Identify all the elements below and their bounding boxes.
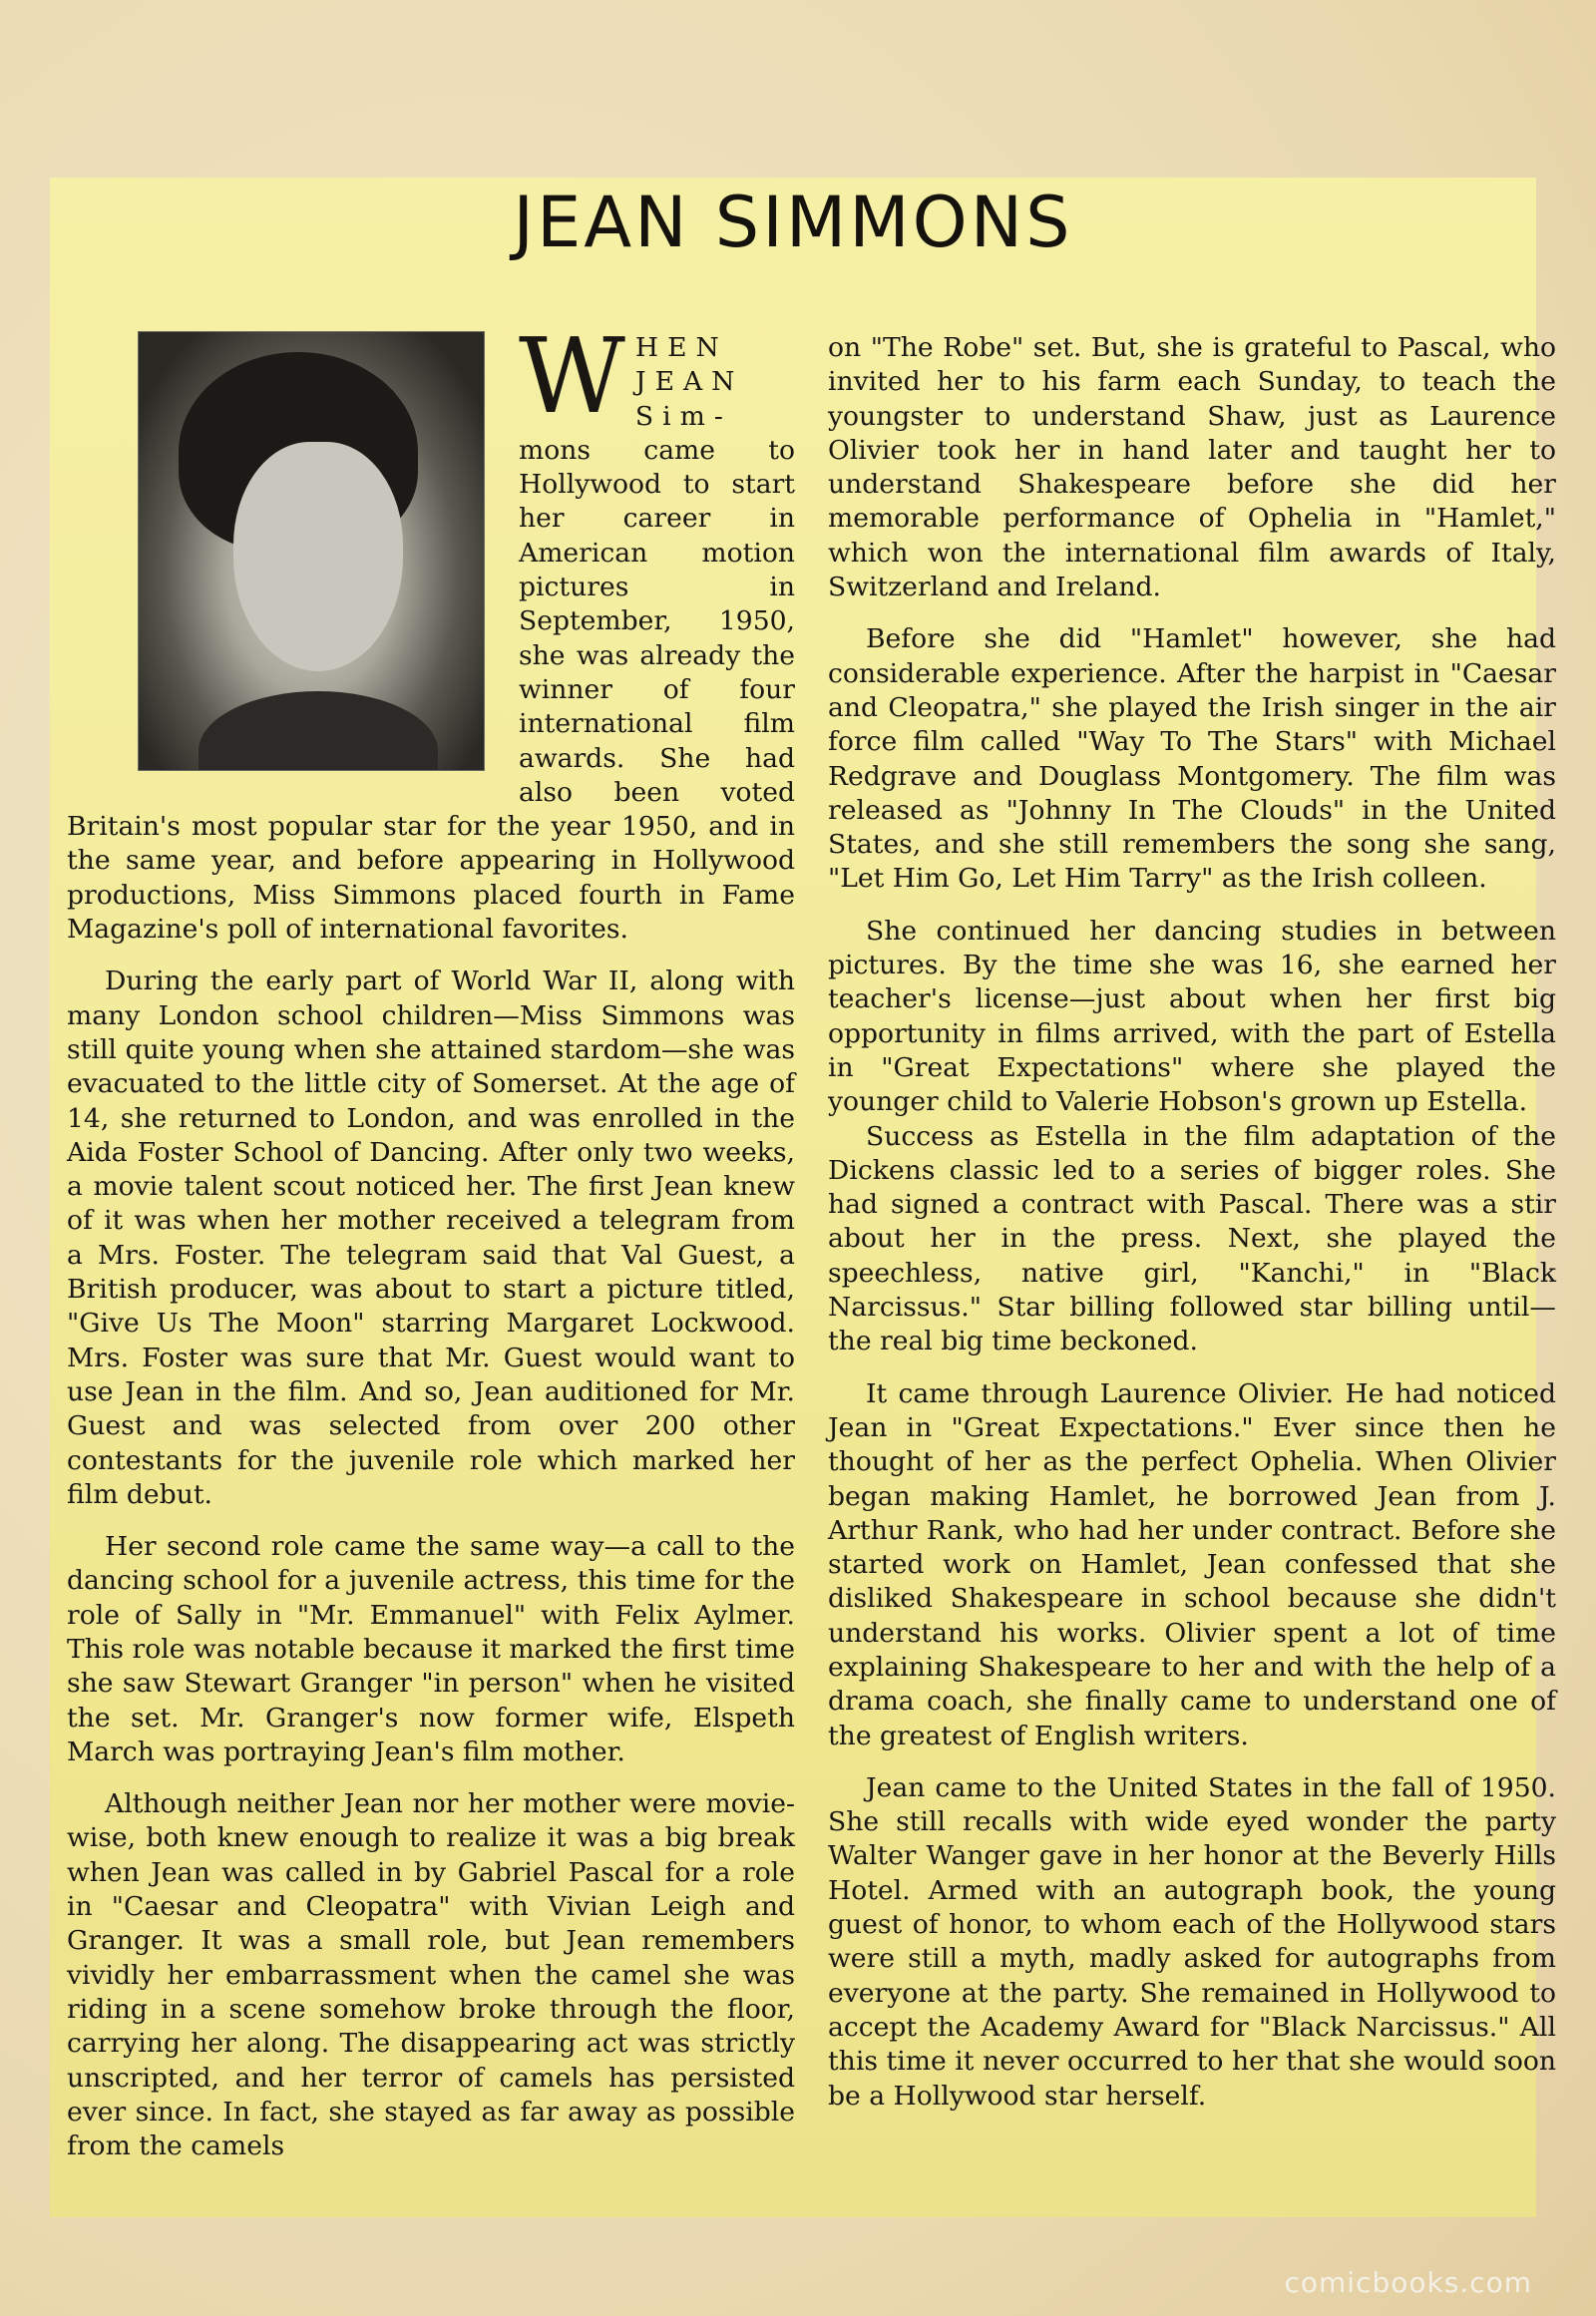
site-watermark: comicbooks.com [1284,2266,1532,2299]
paragraph: She continued her dancing studies in between pictures. By the time she was 16, she earned her teacher's license—just about when her first big opportunity in films arrived, with the part of Estella in "Great Expectations" where she played the younger child to Valerie Hobson's grown up Estella. [828,915,1556,1118]
right-column [828,331,1556,2114]
paragraph: Her second role came the same way—a call to the dancing school for a juvenile actress, this time for the role of Sally in "Mr. Emmanuel" with Felix Aylmer. This role was notable because it marked the first time she saw Stewart Granger "in person" when he visited the set. Mr. Granger's now former wife, Elspeth March was portraying Jean's film mother. [67,1531,795,1767]
left-column [67,315,795,2163]
paragraph: Jean came to the United States in the fall of 1950. She still recalls with wide eyed wonder the party Walter Wanger gave in her honor at the Beverly Hills Hotel. Armed with an autograph book, the young guest of honor, to whom each of the Hollywood stars were still a myth, madly asked for autographs from everyone at the party. She remained in Hollywood to accept the Academy Award for "Black Narcissus." All this time it never occurred to her that she would soon be a Hollywood star herself. [828,1771,1556,2112]
paragraph: During the early part of World War II, along with many London school children—Miss Simmons was still quite young when she attained stardom—she was evacuated to the little city of Somerset. At the age of 14, she returned to London, and was enrolled in the Aida Foster School of Dancing. After only two weeks, a movie talent scout noticed her. The first Jean knew of it was when her mother received a telegram from a Mrs. Foster. The telegram said that Val Guest, a British producer, was about to start a picture titled, "Give Us The Moon" starring Margaret Lockwood. Mrs. Foster was sure that Mr. Guest would want to use Jean in the film. And so, Jean auditioned for Mr. Guest and was selected from over 200 other contestants for the juvenile role which marked her film debut. [67,965,795,1510]
paragraph: Before she did "Hamlet" however, she had considerable experience. After the harpist in "Caesar and Cleopatra," she played the Irish singer in the air force film called "Way To The Stars" with Michael Redgrave and Douglass Montgomery. The film was released as "Johnny In The Clouds" in the United States, and she still remembers the song she sang, "Let Him Go, Let Him Tarry" as the Irish colleen. [828,623,1556,895]
paragraph: It came through Laurence Olivier. He had noticed Jean in "Great Expectations." Ever since then he thought of her as the perfect Ophelia. When Olivier began making Hamlet, he borrowed Jean from J. Arthur Rank, who had her under contract. Before she started work on Hamlet, Jean confessed that she disliked Shakespeare in school because she didn't understand his works. Olivier spent a lot of time explaining Shakespeare to her and with the help of a drama coach, she finally came to understand one of the greatest of English writers. [828,1377,1556,1751]
paragraph-text: mons came to Hollywood to start her career in American motion pictures in September, 1950, she was already the winner of four international film awards. She had also been voted Britain's most popular star for the year 1950, and in the same year, and before appearing in Hollywood productions, Miss Simmons placed fourth in Fame Magazine's poll of international favorites. [67,434,795,946]
lead-letters: HEN JEAN Sim- [634,332,744,432]
paragraph: Although neither Jean nor her mother were movie-wise, both knew enough to realize it was a big break when Jean was called in by Gabriel Pascal for a role in "Caesar and Cleopatra" with Vivian Leigh and Granger. It was a small role, but Jean remembers vividly her embarrassment when the camel she was riding in a scene somehow broke through the floor, carrying her along. The disappearing act was strictly unscripted, and her terror of camels has persisted ever since. In fact, she stayed as far away as possible from the camels [67,1788,795,2162]
article-title: JEAN SIMMONS [513,182,1073,263]
paragraph: Success as Estella in the film adaptation of the Dickens classic led to a series of bigger roles. She had signed a contract with Pascal. There was a stir about her in the press. Next, she played the speechless, native girl, "Kanchi," in "Black Narcissus." Star billing followed star billing until—the real big time beckoned. [828,1120,1556,1357]
drop-cap: W [519,315,625,437]
portrait-photo [138,331,485,771]
paragraph: on "The Robe" set. But, she is grateful to Pascal, who invited her to his farm each Sunday, to teach the youngster to understand Shaw, just as Laurence Olivier took her in hand later and taught her to understand Shakespeare before she did her memorable performance of Ophelia in "Hamlet," which won the international film awards of Italy, Switzerland and Ireland. [828,332,1556,603]
